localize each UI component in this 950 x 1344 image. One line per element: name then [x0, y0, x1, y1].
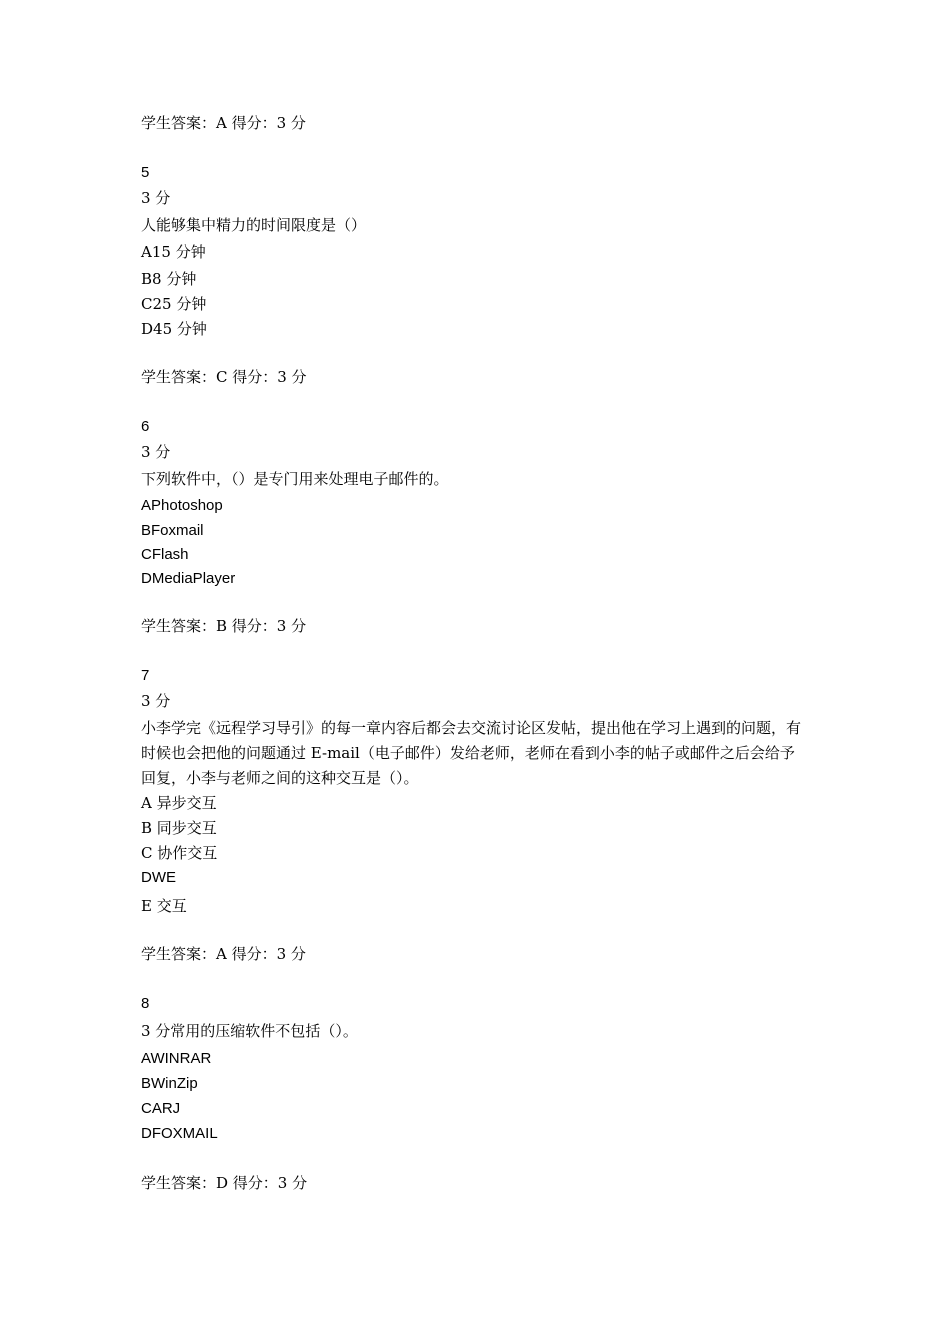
question-score: 3 分	[141, 189, 171, 207]
question-number: 8	[141, 995, 150, 1012]
question-option: CFlash	[141, 546, 189, 563]
question-option: DMediaPlayer	[141, 570, 236, 587]
question-option: D45 分钟	[141, 320, 207, 338]
question-score: 3 分	[141, 692, 171, 710]
question-option: DWE	[141, 869, 176, 886]
question-number: 5	[141, 164, 150, 181]
student-answer: 学生答案：C 得分：3 分	[141, 368, 307, 386]
question-score-stem: 3 分常用的压缩软件不包括（）。	[141, 1022, 358, 1040]
question-option: B 同步交互	[141, 819, 217, 837]
question-option: E 交互	[141, 897, 187, 915]
question-stem: 下列软件中，（）是专门用来处理电子邮件的。	[141, 470, 449, 488]
question-option: CARJ	[141, 1100, 181, 1117]
question-stem: 人能够集中精力的时间限度是（）	[141, 216, 367, 234]
question-option: BFoxmail	[141, 522, 204, 539]
question-option: C 协作交互	[141, 844, 218, 862]
question-option: A15 分钟	[141, 243, 206, 261]
question-option: A 异步交互	[141, 794, 217, 812]
student-answer: 学生答案：A 得分：3 分	[141, 945, 306, 963]
question-score: 3 分	[141, 443, 171, 461]
question-option: B8 分钟	[141, 270, 197, 288]
student-answer: 学生答案：B 得分：3 分	[141, 617, 307, 635]
question-option: C25 分钟	[141, 295, 207, 313]
question-stem: 小李学完《远程学习导引》的每一章内容后都会去交流讨论区发帖，提出他在学习上遇到的问题，有时候也会把他的问题通过 E-mail（电子邮件）发给老师，老师在看到小李的帖子或邮件之后会给予回复，小李与老师之间的这种交互是（）。	[141, 719, 802, 787]
question-option: DFOXMAIL	[141, 1125, 218, 1142]
student-answer: 学生答案：D 得分：3 分	[141, 1174, 308, 1192]
question-option: BWinZip	[141, 1075, 198, 1092]
question-option: AWINRAR	[141, 1050, 212, 1067]
question-option: APhotoshop	[141, 497, 223, 514]
question-number: 7	[141, 667, 150, 684]
question-number: 6	[141, 418, 150, 435]
student-answer-previous: 学生答案：A 得分：3 分	[141, 114, 306, 132]
